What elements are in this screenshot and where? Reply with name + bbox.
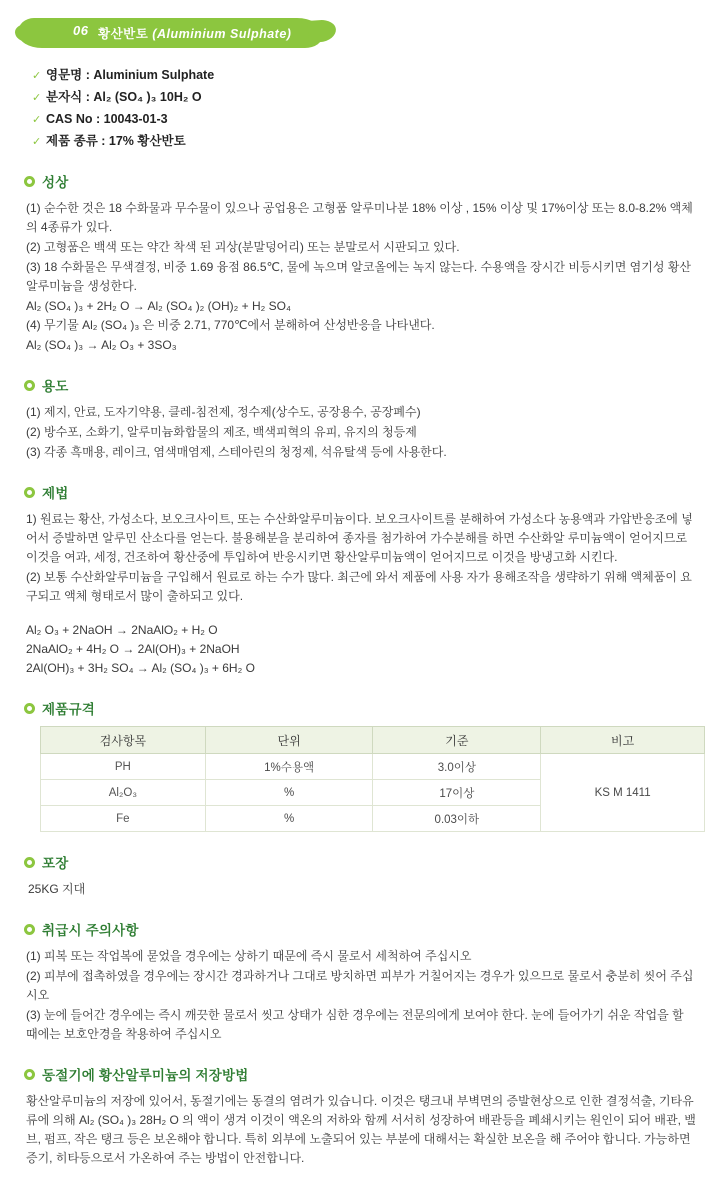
paragraph: (1) 피복 또는 작업복에 묻었을 경우에는 상하기 때문에 즉시 물로서 세척하여 주십시오	[26, 949, 472, 963]
spec-table	[40, 726, 705, 832]
chemical-formula: Al₂ (SO₄ )₃ → Al₂ O₃ + 3SO₃	[26, 338, 177, 352]
section-heading-uses	[24, 375, 706, 395]
title-english: (Aluminium Sulphate)	[152, 27, 292, 41]
column-header-standard: 기준	[373, 727, 541, 754]
paragraph: (4) 무기물 Al₂ (SO₄ )₃ 은 비중 2.71, 770℃에서 분해하여 산성반응을 나타낸다.	[26, 318, 435, 332]
paragraph: (2) 피부에 접촉하였을 경우에는 장시간 경과하거나 그대로 방치하면 피부가 거칠어지는 경우가 있으므로 물로서 충분히 씻어 주십시오	[26, 969, 694, 1002]
section-heading-spec	[24, 698, 706, 718]
chemical-formula: 2Al(OH)₃ + 3H₂ SO₄ → Al₂ (SO₄ )₃ + 6H₂ O	[26, 661, 255, 675]
bullet-circle-icon	[24, 857, 35, 868]
list-item	[32, 88, 706, 107]
list-item-label: 영문명 : Aluminium Sulphate	[46, 68, 215, 82]
packaging-text: 25KG 지대	[28, 882, 86, 896]
table-row	[41, 754, 705, 780]
title-korean: 황산반토	[98, 27, 149, 41]
table-header-row	[41, 727, 705, 754]
check-icon: ✓	[32, 136, 42, 148]
cell-remark: KS M 1411	[541, 754, 705, 832]
section-title: 취급시 주의사항	[42, 923, 139, 938]
paragraph: (3) 18 수화물은 무색결정, 비중 1.69 융점 86.5℃, 물에 녹으며 알코올에는 녹지 않는다. 수용액을 장시간 비등시키면 염기성 황산알루미늄을 생성한다.	[26, 260, 691, 293]
column-header-item: 검사항목	[41, 727, 206, 754]
paragraph: (3) 눈에 들어간 경우에는 즉시 깨끗한 물로서 씻고 상태가 심한 경우에는 전문의에게 보여야 한다. 눈에 들어가기 쉬운 작업을 할 때에는 보호안경을 착용하여 주십시오	[26, 1008, 684, 1041]
paragraph: (2) 보통 수산화알루미늄을 구입해서 원료로 하는 수가 많다. 최근에 와서 제품에 사용 자가 용해조작을 생략하기 위해 액체품이 요구되고 액체 형태로서 많이 출하되고 있다.	[26, 570, 692, 603]
bullet-circle-icon	[24, 924, 35, 935]
cell-item: PH	[41, 754, 206, 780]
cell-standard: 3.0이상	[373, 754, 541, 780]
section-title: 제품규격	[42, 702, 95, 717]
paragraph: (3) 각종 흑매용, 레이크, 염색매염제, 스테아린의 청정제, 석유탈색 등에 사용한다.	[26, 445, 447, 459]
section-title: 제법	[42, 486, 69, 501]
spacer	[26, 607, 698, 621]
section-heading-winter-storage	[24, 1064, 706, 1084]
section-body-uses	[26, 403, 698, 462]
section-heading-packaging	[24, 852, 706, 872]
check-icon: ✓	[32, 92, 42, 104]
list-item-label: 제품 종류 : 17% 황산반토	[46, 134, 186, 148]
cell-unit: %	[205, 806, 373, 832]
column-header-unit: 단위	[205, 727, 373, 754]
section-body-precautions	[26, 947, 698, 1044]
paragraph: (2) 방수포, 소화기, 알루미늄화합물의 제조, 백색피혁의 유피, 유지의 청등제	[26, 425, 417, 439]
spec-table-wrapper	[40, 726, 698, 832]
cell-unit: %	[205, 780, 373, 806]
cell-item: Fe	[41, 806, 206, 832]
cell-item: Al₂O₃	[41, 780, 206, 806]
check-icon: ✓	[32, 114, 42, 126]
chemical-formula: Al₂ O₃ + 2NaOH → 2NaAlO₂ + H₂ O	[26, 623, 218, 637]
check-icon: ✓	[32, 70, 42, 82]
section-heading-method	[24, 482, 706, 502]
bullet-circle-icon	[24, 487, 35, 498]
section-title: 용도	[42, 379, 69, 394]
paragraph: (2) 고형품은 백색 또는 약간 착색 된 괴상(분말덩어리) 또는 분말로서 시판되고 있다.	[26, 240, 460, 254]
bullet-circle-icon	[24, 703, 35, 714]
section-title: 포장	[42, 856, 69, 871]
document-page	[0, 14, 718, 1189]
cell-standard: 0.03이하	[373, 806, 541, 832]
paragraph: (1) 제지, 안료, 도자기약용, 클레-침전제, 정수제(상수도, 공장용수, 공장폐수)	[26, 405, 421, 419]
paragraph: (1) 순수한 것은 18 수화물과 무수물이 있으나 공업용은 고형품 알루미나분 18% 이상 , 15% 이상 및 17%이상 또는 8.0-8.2% 액체의 4종류가 있다.	[26, 201, 693, 234]
paragraph: 1) 원료는 황산, 가성소다, 보오크사이트, 또는 수산화알루미늄이다. 보오크사이트를 분해하여 가성소다 농용액과 가압반응조에 넣어서 증발하면 알루민 산소다를 얻는다. 불용해분을 분리하여 종자를 첨가하여 가수분해를 하면 수산화알 루미늄액이 얻어지므로 이것을 여과, 세정, 건조하여 황산중에 투입하여 반응시키면 황산알루미늄액이 얻어지므로 이것을 방냉고화 시킨다.	[26, 512, 693, 564]
list-item	[32, 66, 706, 85]
list-item-label: CAS No : 10043-01-3	[46, 112, 168, 126]
chemical-formula: 2NaAlO₂ + 4H₂ O → 2Al(OH)₃ + 2NaOH	[26, 642, 240, 656]
section-body-winter-storage	[26, 1092, 698, 1168]
section-body-properties	[26, 199, 698, 355]
section-title: 동절기에 황산알루미늄의 저장방법	[42, 1068, 249, 1083]
cell-unit: 1%수용액	[205, 754, 373, 780]
list-item	[32, 110, 706, 129]
section-title: 성상	[42, 175, 69, 190]
section-number: 06	[73, 23, 89, 38]
bullet-circle-icon	[24, 380, 35, 391]
chemical-formula: Al₂ (SO₄ )₃ + 2H₂ O → Al₂ (SO₄ )₂ (OH)₂ + H₂ SO₄	[26, 299, 291, 313]
list-item	[32, 132, 706, 151]
cell-standard: 17이상	[373, 780, 541, 806]
bullet-circle-icon	[24, 1069, 35, 1080]
bullet-circle-icon	[24, 176, 35, 187]
list-item-label: 분자식 : Al₂ (SO₄ )₃ 10H₂ O	[46, 90, 202, 104]
header-info-list	[32, 66, 706, 151]
section-heading-properties	[24, 171, 706, 191]
title-banner	[18, 14, 338, 58]
paragraph: 황산알루미늄의 저장에 있어서, 동절기에는 동결의 염려가 있습니다. 이것은 탱크내 부벽면의 증발현상으로 인한 결정석출, 기타유류에 의해 Al₂ (SO₄ )₃ 28H₂ O 의 액이 생겨 이것이 액온의 저하와 함께 서서히 성장하여 배관등을 폐쇄시키는 원인이 되어 배관, 밸브, 펌프, 작은 탱크 등은 보온해야 합니다. 특히 외부에 노출되어 있는 부분에 대해서는 확실한 보온을 해 주어야 합니다. 가능하면 증기, 히타등으로서 가온하여 주는 방법이 안전합니다.	[26, 1094, 696, 1165]
column-header-remark: 비고	[541, 727, 705, 754]
section-body-method	[26, 510, 698, 678]
section-heading-precautions	[24, 919, 706, 939]
page-title	[98, 24, 291, 42]
